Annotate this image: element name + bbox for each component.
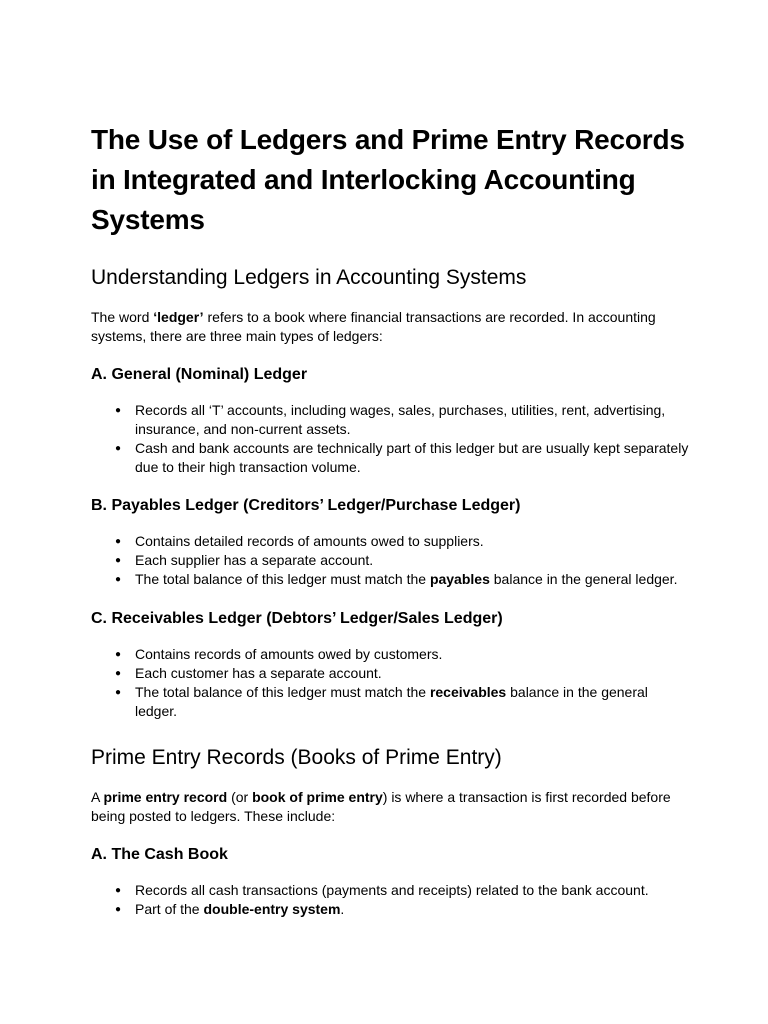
ledger-intro-paragraph: The word ‘ledger’ refers to a book where financial transactions are recorded. In accounting systems, there are three main types of ledgers:	[91, 309, 656, 344]
section-heading-ledgers: Understanding Ledgers in Accounting Systems	[91, 266, 527, 289]
subheading-payables-ledger: B. Payables Ledger (Creditors’ Ledger/Purchase Ledger)	[91, 497, 521, 514]
section-heading-prime-entry: Prime Entry Records (Books of Prime Entry)	[91, 746, 502, 769]
subheading-cash-book: A. The Cash Book	[91, 846, 228, 863]
ledger-term: ‘ledger’	[153, 309, 204, 325]
book-of-prime-entry-term: book of prime entry	[252, 789, 383, 805]
subheading-receivables-ledger: C. Receivables Ledger (Debtors’ Ledger/Sales Ledger)	[91, 610, 503, 627]
list-item: ● The total balance of this ledger must match the receivables balance in the general ledger.	[91, 683, 691, 721]
subheading-general-ledger: A. General (Nominal) Ledger	[91, 366, 308, 383]
list-item: ● The total balance of this ledger must match the payables balance in the general ledger.	[91, 570, 691, 589]
payables-ledger-list	[91, 532, 691, 589]
list-item: ● Records all cash transactions (payments and receipts) related to the bank account.	[91, 881, 691, 900]
list-item: ● Each supplier has a separate account.	[91, 551, 691, 570]
receivables-term: receivables	[429, 684, 507, 700]
cash-book-list	[91, 881, 691, 919]
list-item: ● Part of the double-entry system.	[91, 900, 691, 919]
list-item: ● Records all ‘T’ accounts, including wages, sales, purchases, utilities, rent, advertising, insurance, and non-current assets.	[91, 401, 691, 439]
general-ledger-list	[91, 401, 691, 477]
list-item: ● Contains records of amounts owed by customers.	[91, 645, 691, 664]
list-item: ● Each customer has a separate account.	[91, 664, 691, 683]
list-item: ● Cash and bank accounts are technically part of this ledger but are usually kept separately due to their high transaction volume.	[91, 439, 691, 477]
double-entry-term: double-entry system	[203, 901, 341, 917]
prime-entry-intro-paragraph: A prime entry record (or book of prime entry) is where a transaction is first recorded before being posted to ledgers. These include:	[91, 789, 671, 824]
receivables-ledger-list	[91, 645, 691, 721]
payables-term: payables	[429, 571, 490, 587]
prime-entry-record-term: prime entry record	[103, 789, 228, 805]
list-item: ● Contains detailed records of amounts owed to suppliers.	[91, 532, 691, 551]
page-title: The Use of Ledgers and Prime Entry Records in Integrated and Interlocking Accounting Systems	[91, 124, 685, 235]
